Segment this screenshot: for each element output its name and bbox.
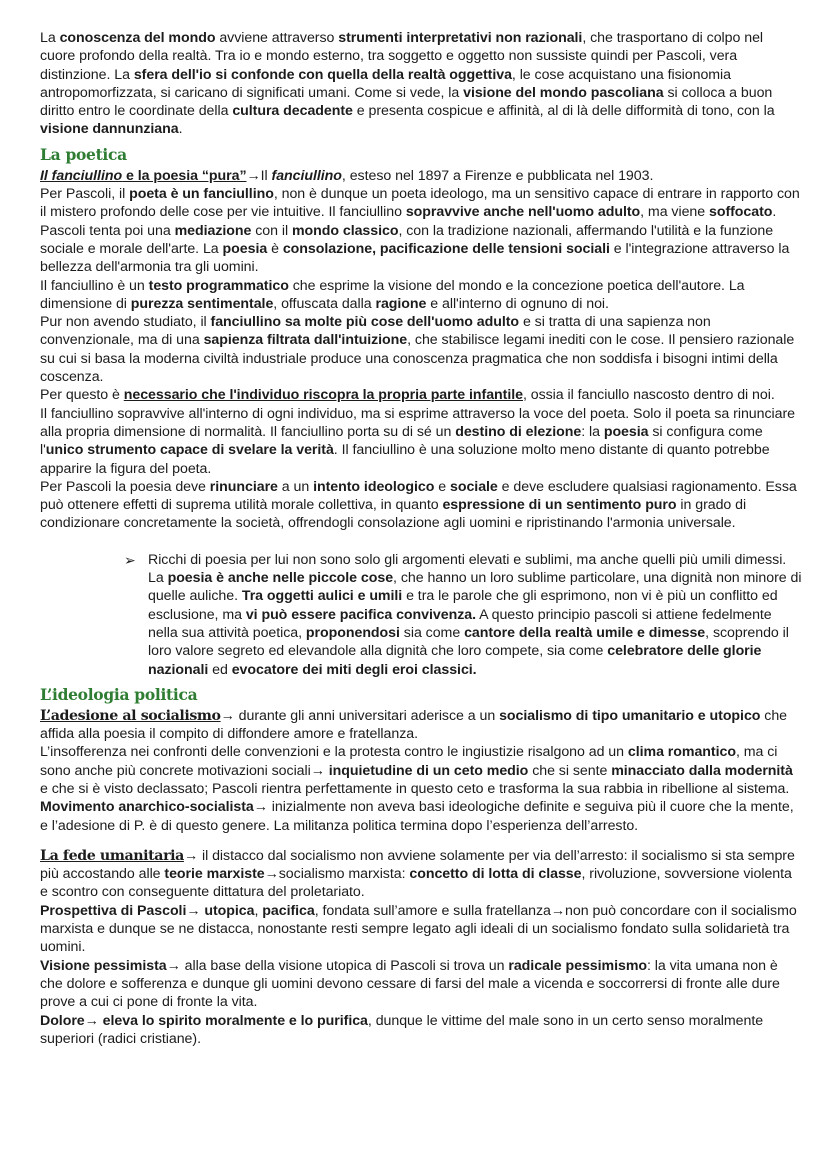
bold-run: socialismo di tipo umanitario e utopico: [499, 707, 761, 724]
text-run: e l'integrazione attraverso la bellezza dell'armonia tra gli uomini.: [40, 240, 790, 276]
bold-run: Prospettiva di Pascoli: [40, 902, 187, 919]
bold-run: purezza sentimentale: [130, 295, 274, 312]
subheading: La fede umanitaria: [40, 847, 184, 864]
text-run: che esprime la visione del mondo e la concezione poetica dell'autore. La dimensione di: [40, 277, 745, 312]
poetica-paragraph-5: [40, 386, 802, 404]
text-run: e che si è visto declassato; Pascoli rientra perfettamente in questo ceto e trasforma la sua rabbia in ribellione al sistema.: [40, 780, 790, 797]
text-run: , che hanno un loro sublime particolare, una dignità non minore di quelle auliche.: [148, 570, 802, 605]
text-run: . Il fanciullino è una soluzione molto meno distante di quanto potrebbe apparire la figura del poeta.: [40, 442, 770, 477]
ideologia-paragraph-6: [40, 957, 802, 1012]
text-run: , ma viene: [640, 204, 709, 221]
poetica-paragraph-3: [40, 277, 802, 314]
bold-run: intento ideologico: [313, 478, 435, 495]
text-run: avviene attraverso: [215, 30, 339, 46]
text-run: con il: [251, 222, 292, 239]
text-run: →Il: [246, 167, 272, 184]
arrow-bullet-icon: ➢: [124, 551, 136, 568]
text-run: a un: [277, 478, 314, 495]
text-run: Per questo è: [40, 387, 124, 404]
bold-run: sociale: [450, 478, 498, 495]
bold-run: poesia: [222, 240, 268, 257]
bold-run: conoscenza del mondo: [59, 30, 216, 46]
text-run: →socialismo marxista:: [264, 866, 410, 883]
bold-run: vi può essere pacifica convivenza.: [245, 606, 476, 623]
poetica-paragraph-6: [40, 405, 802, 478]
paragraph-gap: [40, 835, 802, 847]
text-run: e tra le parole che gli esprimono, non vi è più un conflitto ed esclusione, ma: [148, 588, 778, 623]
text-run: e: [434, 478, 450, 495]
bold-run: espressione di un sentimento puro: [442, 497, 677, 514]
bold-run: proponendosi: [305, 624, 400, 641]
text-run: , rivoluzione, sovversione violenta e scontro con conseguente dittatura del proletariato.: [40, 866, 792, 901]
bold-run: sopravvive anche nell'uomo adulto: [405, 204, 641, 221]
bullet-text: [148, 551, 802, 679]
bold-run: celebratore delle glorie nazionali: [148, 643, 762, 678]
text-run: Per Pascoli la poesia deve: [40, 478, 210, 495]
bold-run: fanciullino sa molte più cose dell'uomo adulto: [210, 314, 520, 331]
text-run: , dunque le vittime del male sono in un certo senso moralmente superiori (radici cristiane).: [40, 1012, 764, 1047]
text-run: sia come: [399, 624, 465, 641]
text-run: si colloca a buon diritto entro le coordinate della: [40, 84, 773, 120]
text-run: e all'interno di ognuno di noi.: [426, 295, 609, 312]
text-run: , offuscata dalla: [273, 295, 376, 312]
bold-run: cultura decadente: [232, 103, 353, 120]
text-run: ed: [208, 661, 232, 678]
bold-run: destino di elezione: [455, 423, 582, 440]
bold-run: sapienza filtrata dall'intuizione: [203, 332, 408, 349]
ideologia-paragraph-5: [40, 902, 802, 957]
subheading: L’adesione al socialismo: [40, 707, 221, 724]
ideologia-paragraph-7: [40, 1012, 802, 1049]
bold-run: Movimento anarchico-socialista: [40, 799, 254, 816]
bold-run: eleva lo spirito moralmente e lo purifica: [102, 1012, 368, 1029]
bold-run: strumenti interpretativi non razionali: [338, 30, 583, 46]
poetica-paragraph-4: [40, 313, 802, 386]
text-run: è: [267, 240, 283, 257]
bold-run: unico strumento capace di svelare la verità: [45, 442, 334, 459]
bold-run: mediazione: [174, 222, 252, 239]
text-run: : la vita umana non è che dolore e sofferenza e dunque gli uomini devono cessare di farsi del male a vicenda e soccorrersi di fronte alle dure prove a cui ci pone di fronte la vita.: [40, 957, 780, 1011]
text-run: , ma ci sono anche più concrete motivazioni sociali→: [40, 744, 778, 779]
text-run: .: [178, 121, 183, 138]
text-run: e si tratta di una sapienza non convenzionale, ma di una: [40, 314, 711, 349]
bold-run: Visione pessimista: [40, 957, 167, 974]
bold-run: visione dannunziana: [40, 121, 179, 138]
bold-run: e la poesia “pura”: [122, 167, 247, 184]
bold-run: evocatore dei miti degli eroi classici.: [231, 661, 477, 678]
text-run: , le cose acquistano una fisionomia antropomorfizzata, si caricano di significati umani. Come si vede, la: [40, 66, 731, 101]
text-run: A questo principio pascoli si attiene fedelmente nella sua attività poetica,: [148, 606, 772, 641]
bold-run: minacciato dalla modernità: [611, 762, 793, 779]
bold-run: utopica: [204, 902, 255, 919]
bold-italic-run: Il fanciullino: [40, 167, 123, 184]
bold-run: visione del mondo pascoliana: [463, 84, 664, 101]
bold-run: concetto di lotta di classe: [409, 866, 582, 883]
bold-run: consolazione, pacificazione delle tensioni sociali: [282, 240, 610, 257]
text-run: , che trasportano di colpo nel cuore profondo della realtà. Tra io e mondo esterno, tra soggetto e oggetto non sussiste quindi per Pascoli, vera distinzione. La: [40, 30, 764, 83]
ideologia-paragraph-3: [40, 798, 802, 835]
text-run: in grado di condizionare concretamente la società, offrendogli consolazione agli uomini e ripristinando l'armonia universale.: [40, 497, 747, 532]
poetica-paragraph-1: [40, 167, 802, 185]
text-run: →: [84, 1012, 103, 1029]
text-run: , che stabilisce legami inediti con le cose. Il pensiero razionale su cui si basa la moderna civiltà industriale produce una conoscenza pragmatica che non soddisfa i bisogni intimi della coscenza.: [40, 332, 795, 386]
text-run: , con la tradizione nazionali, affermando l'utilità e la funzione sociale e morale dell'arte. La: [40, 222, 774, 257]
text-run: si configura come l': [40, 423, 763, 459]
text-run: Ricchi di poesia per lui non sono solo gli argomenti elevati e sublimi, ma anche quelli più umili dimessi. La: [148, 551, 787, 587]
bold-run: pacifica: [262, 902, 315, 919]
bold-run: Dolore: [40, 1012, 85, 1029]
text-run: Per Pascoli, il: [40, 186, 130, 203]
ideologia-paragraph-2: [40, 743, 802, 798]
text-run: ,: [254, 902, 263, 919]
bold-run: poesia: [603, 423, 649, 440]
text-run: , fondata sull’amore e sulla fratellanza→non può concordare con il socialismo marxista e dunque se ne distacca, nonostante resti sempre legato agli ideali di un socialismo fondato sulla solidarietà tra uomini.: [40, 902, 797, 956]
bold-run: teorie marxiste: [164, 866, 265, 883]
bold-underline-run: necessario che l'individuo riscopra la propria parte infantile: [123, 387, 523, 404]
poetica-paragraph-7: [40, 478, 802, 533]
text-run: , ossia il fanciullo nascosto dentro di noi.: [522, 387, 775, 404]
bold-run: soffocato: [708, 204, 773, 221]
bold-run: clima romantico: [627, 744, 736, 761]
bold-run: inquietudine di un ceto medio: [328, 762, 529, 779]
text-run: → alla base della visione utopica di Pascoli si trova un: [166, 957, 509, 974]
text-run: → inizialmente non aveva basi ideologiche definite e seguiva più il cuore che la mente, e l’adesione di P. è di questo genere. La militanza politica termina dopo l’esperienza dell’arresto.: [40, 799, 794, 834]
bold-run: testo programmatico: [148, 277, 289, 294]
text-run: che affida alla poesia il compito di diffondere amore e fratellanza.: [40, 707, 788, 743]
section-heading-poetica: La poetica: [40, 144, 127, 164]
text-run: che si sente: [528, 762, 612, 779]
text-run: : la: [581, 423, 604, 440]
text-run: , scoprendo il loro valore segreto ed elevandole alla dignità che loro compete, sia come: [148, 624, 789, 660]
text-run: La: [40, 30, 60, 46]
text-run: →: [186, 902, 205, 919]
text-run: → durante gli anni universitari aderisce a un: [220, 707, 500, 724]
poetica-paragraph-2: [40, 185, 802, 276]
intro-paragraph: [40, 29, 802, 139]
text-run: Il fanciullino è un: [40, 277, 149, 294]
bold-run: poeta è un fanciullino: [129, 186, 274, 203]
text-run: e presenta cospicue e affinità, al di là delle difformità di tono, con la: [352, 103, 775, 120]
bold-run: radicale pessimismo: [508, 957, 648, 974]
text-run: , non è dunque un poeta ideologo, ma un sensitivo capace di entrare in rapporto con il mistero profondo delle cose per vie intuitive. Il fanciullino: [40, 186, 800, 221]
text-run: → il distacco dal socialismo non avviene solamente per via dell’arresto: il socialismo si sta sempre più accostando alle: [40, 847, 795, 883]
bold-italic-run: fanciullino: [271, 167, 342, 184]
bold-run: cantore della realtà umile e dimesse: [464, 624, 706, 641]
section-heading-ideologia: L’ideologia politica: [40, 684, 198, 704]
text-run: Pur non avendo studiato, il: [40, 314, 211, 331]
bullet-item: [124, 551, 802, 679]
bold-run: mondo classico: [291, 222, 399, 239]
text-run: e deve escludere qualsiasi ragionamento. Essa può ottenere effetti di suprema utilità morale collettiva, in quanto: [40, 478, 797, 514]
subheading: [40, 168, 247, 184]
text-run: . Pascoli tenta poi una: [40, 204, 777, 239]
bold-run: sfera dell'io si confonde con quella della realtà oggettiva: [133, 66, 512, 83]
bold-run: poesia è anche nelle piccole cose: [167, 570, 394, 587]
ideologia-paragraph-4: [40, 847, 802, 902]
text-run: , esteso nel 1897 a Firenze e pubblicata nel 1903.: [341, 167, 654, 184]
bold-run: rinunciare: [209, 478, 278, 495]
bold-run: ragione: [375, 295, 427, 312]
text-run: Il fanciullino sopravvive all'interno di ogni individuo, ma si esprime attraverso la voce del poeta. Solo il poeta sa rinunciare alla propria dimensione di normalità. Il fanciullino porta su di sé un: [40, 405, 795, 440]
ideologia-paragraph-1: [40, 707, 802, 744]
text-run: L’insofferenza nei confronti delle convenzioni e la protesta contro le ingiustizie risalgono ad un: [40, 744, 628, 761]
bold-run: Tra oggetti aulici e umili: [241, 588, 403, 605]
